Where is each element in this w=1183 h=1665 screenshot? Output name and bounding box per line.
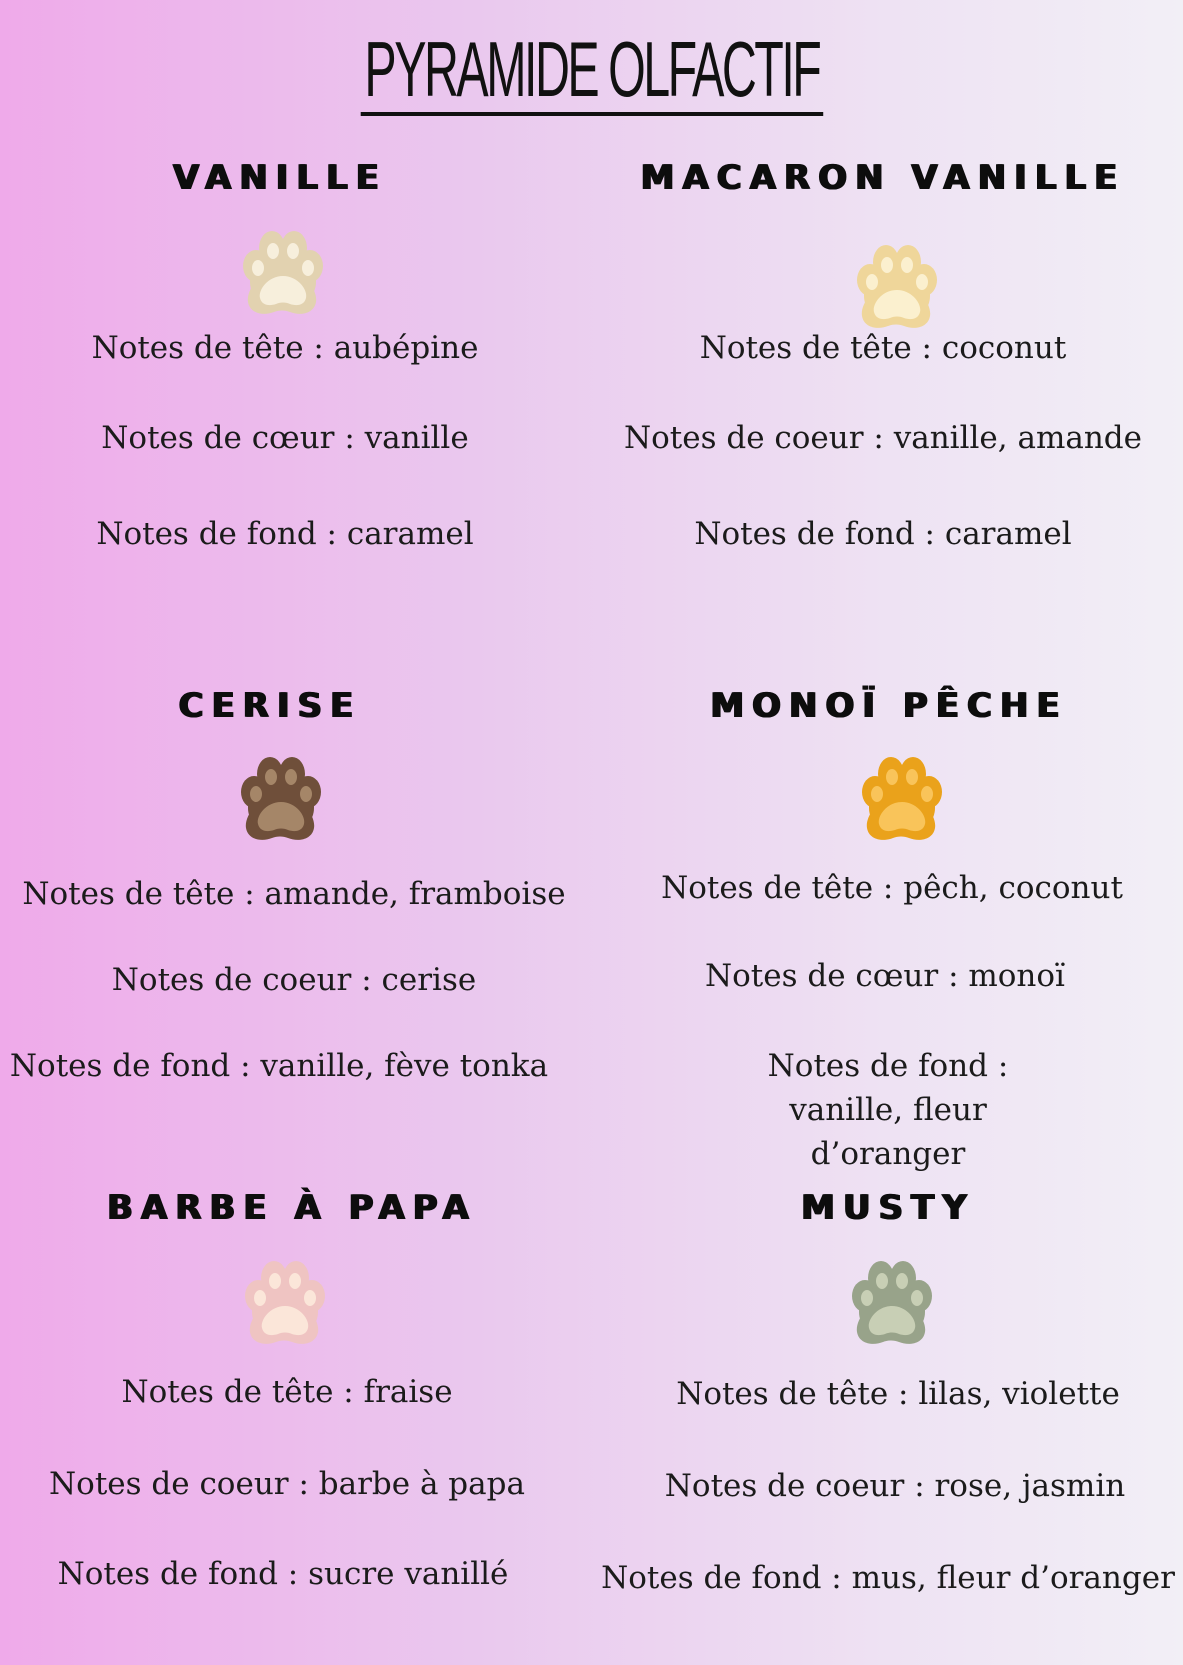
base-notes: Notes de fond : sucre vanillé [57,1556,509,1592]
fragrance-name: MACARON VANILLE [640,158,1126,198]
fragrance-name: MUSTY [801,1188,975,1228]
page-title: PYRAMIDE OLFACTIF [0,28,1183,116]
heart-notes: Notes de coeur : vanille, amande [624,420,1142,456]
base-notes: Notes de fond : mus, fleur d’oranger [601,1560,1175,1596]
fragrance-name: CERISE [178,686,362,726]
heart-notes: Notes de coeur : rose, jasmin [664,1468,1126,1504]
fragrance-name: VANILLE [173,158,387,198]
fragrance-card-barbe-a-papa [0,0,590,1665]
base-notes: Notes de fond : vanille, fève tonka [9,1048,549,1084]
heart-notes: Notes de cœur : vanille [101,420,469,456]
top-notes: Notes de tête : amande, framboise [22,876,566,912]
top-notes: Notes de tête : aubépine [91,330,479,366]
top-notes: Notes de tête : coconut [699,330,1067,366]
top-notes: Notes de tête : pêch, coconut [661,870,1123,906]
base-notes: Notes de fond : caramel [96,516,474,552]
paw-icon [841,1256,941,1352]
fragrance-name: MONOÏ PÊCHE [710,686,1068,726]
heart-notes: Notes de coeur : barbe à papa [49,1466,525,1502]
paw-icon [234,1256,334,1352]
fragrance-card-musty [593,0,1183,1665]
heart-notes: Notes de coeur : cerise [111,962,477,998]
top-notes: Notes de tête : lilas, violette [676,1376,1120,1412]
heart-notes: Notes de cœur : monoï [705,958,1065,994]
base-notes: Notes de fond : vanille, fleur d’oranger [767,1048,1009,1172]
fragrance name: BARBE À PAPA [107,1188,477,1228]
base-notes: Notes de fond : caramel [694,516,1072,552]
top-notes: Notes de tête : fraise [121,1374,453,1410]
